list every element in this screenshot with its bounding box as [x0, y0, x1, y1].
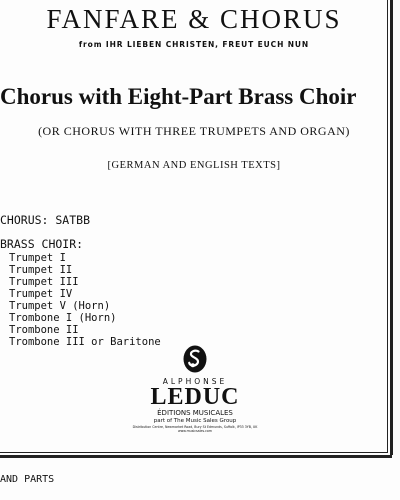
instrument-list: [9, 252, 161, 348]
list-item: Trombone I (Horn): [9, 312, 117, 324]
page-frame-bottom-thick: [0, 455, 392, 458]
page-frame-right-thin: [387, 0, 388, 453]
chorus-voicing: CHORUS: SATBB: [0, 213, 91, 227]
leduc-emblem-icon: [183, 345, 207, 373]
publisher-brand: LEDUC: [150, 384, 240, 410]
list-item: Trumpet V (Horn): [9, 300, 111, 312]
list-item: Trombone II: [9, 324, 79, 336]
alternative-scoring-line: (OR CHORUS WITH THREE TRUMPETS AND ORGAN): [38, 124, 350, 138]
publisher-group: part of The Music Sales Group: [153, 418, 237, 424]
publisher-logo: [100, 345, 290, 445]
publisher-editions: ÉDITIONS MUSICALES: [157, 409, 233, 417]
page-frame-bottom-thin: [0, 452, 388, 453]
footer-note: AND PARTS: [0, 474, 55, 485]
page-title: FANFARE & CHORUS: [46, 4, 342, 34]
publisher-name: ALPHONSE: [162, 377, 228, 386]
page-frame-right-thick: [390, 0, 393, 455]
source-chorale-line: from IHR LIEBEN CHRISTEN, FREUT EUCH NUN: [78, 40, 310, 49]
texts-note: [GERMAN AND ENGLISH TEXTS]: [107, 160, 281, 171]
website-line: www.musicsales.com: [178, 429, 212, 433]
publisher-address: [100, 425, 290, 433]
list-item: Trumpet III: [9, 276, 79, 288]
list-item: Trumpet IV: [9, 288, 73, 300]
address-line: Distribution Centre, Newmarket Road, Bury St Edmunds, Suffolk, IP33 3YB, UK: [132, 425, 258, 429]
list-item: Trumpet I: [9, 252, 66, 264]
list-item: Trombone III or Baritone: [9, 336, 161, 348]
list-item: Trumpet II: [9, 264, 73, 276]
work-subtitle: Chorus with Eight-Part Brass Choir: [0, 84, 357, 109]
brass-choir-heading: BRASS CHOIR:: [0, 237, 84, 251]
